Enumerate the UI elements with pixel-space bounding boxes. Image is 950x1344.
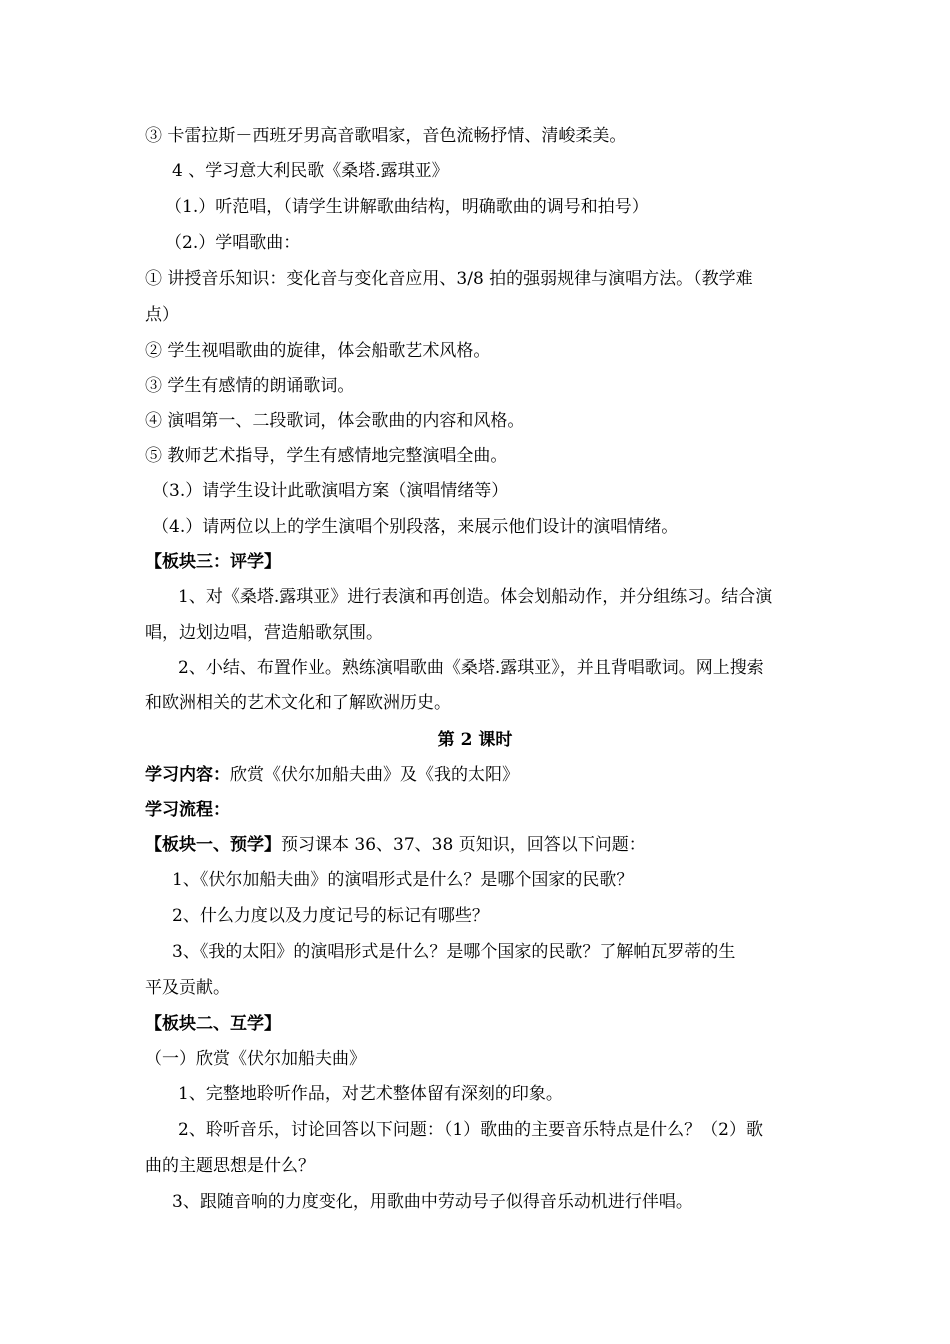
paragraph-line: 1、完整地聆听作品，对艺术整体留有深刻的印象。 xyxy=(178,1084,563,1104)
question-line: 2、什么力度以及力度记号的标记有哪些？ xyxy=(172,906,489,926)
paragraph-line: 2、聆听音乐，讨论回答以下问题：（1）歌曲的主要音乐特点是什么？（2）歌 xyxy=(178,1120,763,1140)
paragraph-line: 和欧洲相关的艺术文化和了解欧洲历史。 xyxy=(145,693,451,713)
block-heading: 【板块一、预学】 xyxy=(145,835,281,855)
lesson-title: 第 2 课时 xyxy=(437,730,513,750)
paragraph-line: （2.）学唱歌曲： xyxy=(165,233,301,253)
paragraph-line: 点） xyxy=(145,305,179,325)
block-heading: 【板块二、互学】 xyxy=(145,1014,281,1034)
paragraph-line: 1、对《桑塔.露琪亚》进行表演和再创造。体会划船动作，并分组练习。结合演 xyxy=(178,587,773,607)
paragraph-line: ① 讲授音乐知识：变化音与变化音应用、3/8 拍的强弱规律与演唱方法。（教学难 xyxy=(145,269,753,289)
paragraph-line: 曲的主题思想是什么？ xyxy=(145,1156,315,1176)
paragraph-line: （3.）请学生设计此歌演唱方案（演唱情绪等） xyxy=(152,481,509,501)
learning-process-label: 学习流程： xyxy=(145,800,230,820)
paragraph-line: 唱，边划边唱，营造船歌氛围。 xyxy=(145,623,383,643)
question-line: 1、《伏尔加船夫曲》的演唱形式是什么？是哪个国家的民歌？ xyxy=(172,870,634,890)
block-text: 预习课本 36、37、38 页知识，回答以下问题： xyxy=(281,835,646,855)
block-heading: 【板块三：评学】 xyxy=(145,552,281,572)
section-heading: 4 、学习意大利民歌《桑塔.露琪亚》 xyxy=(172,161,449,181)
paragraph-line: （4.）请两位以上的学生演唱个别段落，来展示他们设计的演唱情绪。 xyxy=(152,517,679,537)
learning-content xyxy=(145,764,519,786)
paragraph-line: 3、跟随音响的力度变化，用歌曲中劳动号子似得音乐动机进行伴唱。 xyxy=(172,1192,693,1212)
paragraph-line: （1.）听范唱，（请学生讲解歌曲结构，明确歌曲的调号和拍号） xyxy=(165,197,649,217)
question-line: 3、《我的太阳》的演唱形式是什么？是哪个国家的民歌？了解帕瓦罗蒂的生 xyxy=(172,942,736,962)
learning-content-label: 学习内容： xyxy=(145,765,230,785)
paragraph-line: ④ 演唱第一、二段歌词，体会歌曲的内容和风格。 xyxy=(145,411,525,431)
paragraph-line: 2、小结、布置作业。熟练演唱歌曲《桑塔.露琪亚》，并且背唱歌词。网上搜索 xyxy=(178,658,764,678)
subsection-heading: （一）欣赏《伏尔加船夫曲》 xyxy=(145,1049,366,1069)
paragraph-line: ③ 卡雷拉斯－西班牙男高音歌唱家，音色流畅抒情、清峻柔美。 xyxy=(145,126,627,146)
learning-content-text: 欣赏《伏尔加船夫曲》及《我的太阳》 xyxy=(230,765,519,785)
paragraph-line: ⑤ 教师艺术指导，学生有感情地完整演唱全曲。 xyxy=(145,446,508,466)
block-one-line xyxy=(145,834,646,856)
paragraph-line: 平及贡献。 xyxy=(145,978,230,998)
paragraph-line: ③ 学生有感情的朗诵歌词。 xyxy=(145,376,355,396)
paragraph-line: ② 学生视唱歌曲的旋律，体会船歌艺术风格。 xyxy=(145,341,491,361)
